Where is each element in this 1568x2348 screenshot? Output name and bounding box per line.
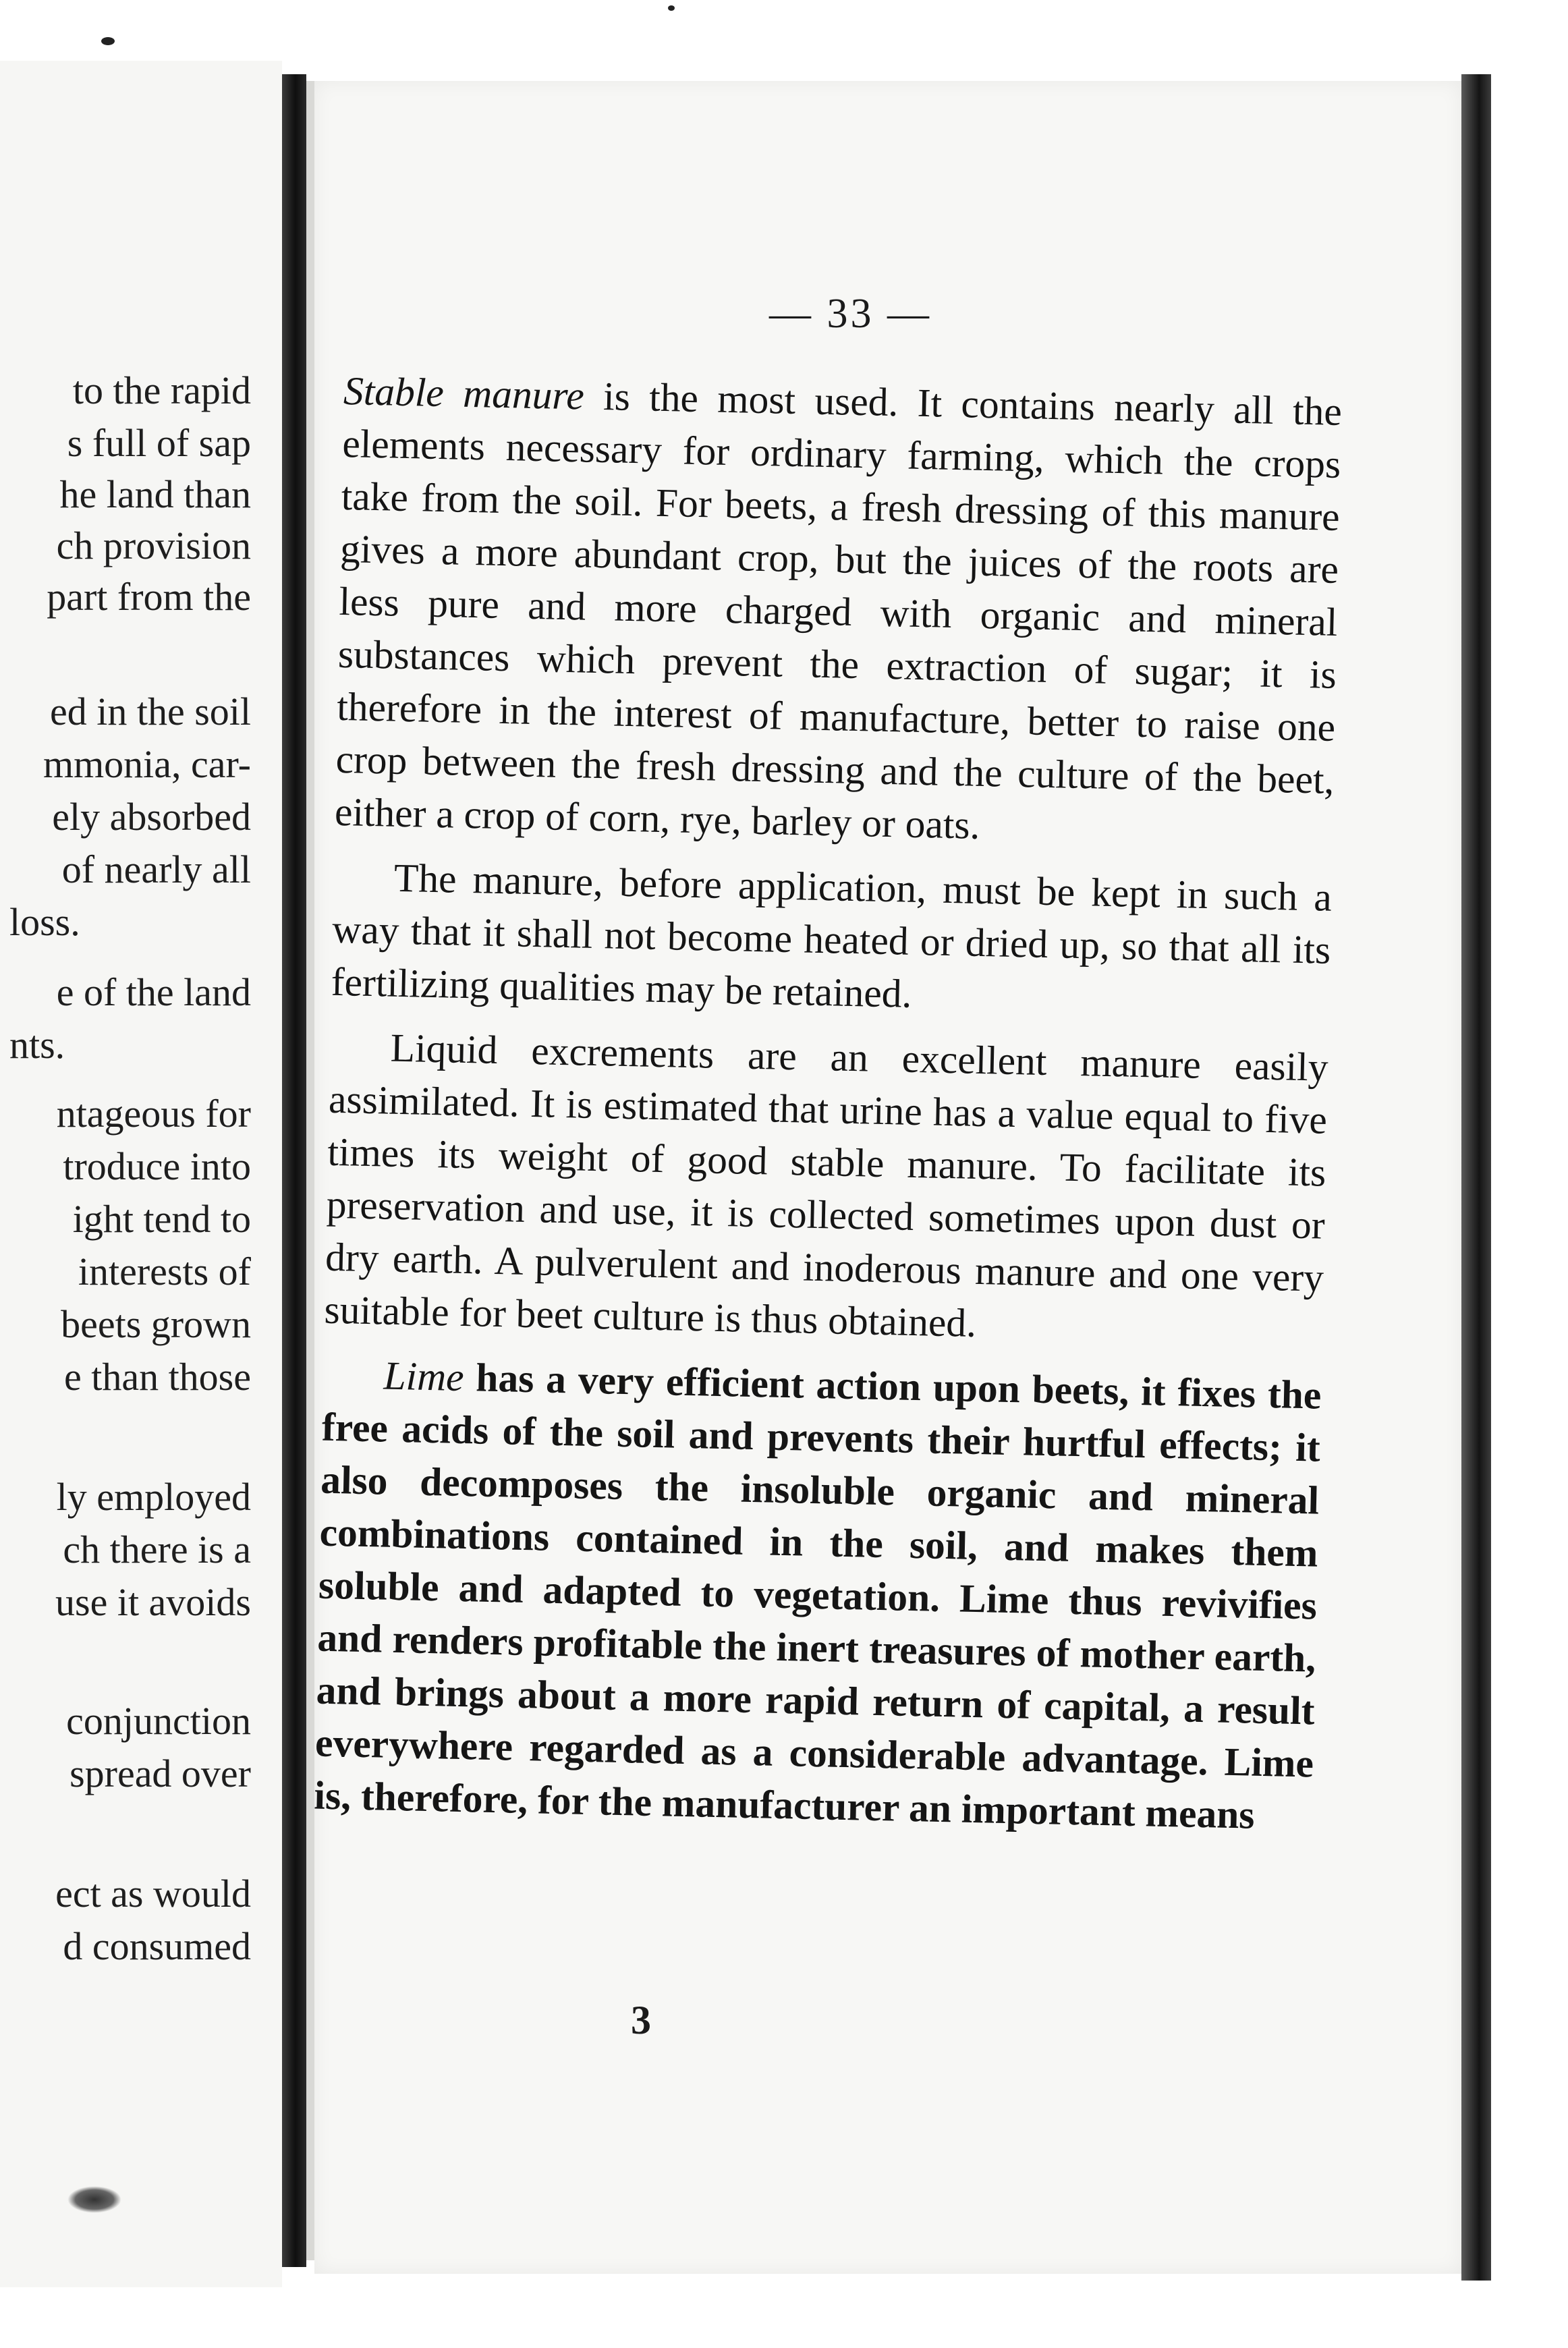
left-line: ed in the soil [49, 690, 251, 733]
left-line: ch provision [56, 524, 251, 567]
footer-signature-number: 3 [631, 1998, 651, 2042]
left-line: ch there is a [63, 1528, 251, 1571]
left-line: spread over [69, 1752, 251, 1795]
left-line: to the rapid [72, 368, 251, 412]
left-line: loss. [9, 900, 80, 944]
left-line: e of the land [56, 970, 251, 1014]
page-number: — 33 — [769, 291, 932, 337]
left-line: interests of [78, 1250, 251, 1293]
paragraph-text: is the most used. It contains nearly all the elements necessary for ordinary farming, which the crops take from the soil. For beets, a fresh dressing of this manure gives a more abundant crop, but the juices of the roots are less pure and more charged with organic and mineral substances which prevent the extraction of sugar; it is therefore in the interest of manufacture, better to raise one crop between the fresh dressing and the culture of the beet, either a crop of corn, rye, barley or oats. [334, 373, 1343, 847]
main-text-block [313, 364, 1342, 1855]
left-line: of nearly all [61, 847, 251, 891]
paragraph-text: Liquid excrements are an excellent manure easily assimilated. It is estimated that urine has a value equal to five times its weight of good stable manure. To facilitate its preservation and use, it is collected sometimes upon dust or dry earth. A pulverulent and inoderous manure and one very suitable for beet culture is thus obtained. [323, 1025, 1329, 1345]
speck [101, 37, 115, 45]
page-edge [1461, 74, 1491, 2281]
left-line: ely absorbed [52, 795, 251, 839]
left-line: ly employed [56, 1475, 251, 1519]
paragraph-lead: Stable manure [343, 368, 585, 418]
left-line: beets grown [61, 1302, 251, 1346]
left-line: part from the [47, 575, 251, 619]
left-line: conjunction [66, 1699, 251, 1743]
speck [668, 5, 675, 11]
left-line: d consumed [63, 1924, 251, 1968]
paragraph-lime [314, 1348, 1322, 1843]
paragraph-stable-manure [334, 364, 1342, 859]
paragraph-manure-storage [331, 850, 1333, 1029]
left-line: ect as would [55, 1872, 251, 1916]
paragraph-liquid-excrements [324, 1020, 1328, 1357]
left-line: he land than [59, 472, 251, 516]
left-line: ntageous for [56, 1092, 251, 1136]
left-page-fragment [0, 61, 282, 2287]
left-line: mmonia, car- [43, 742, 251, 786]
left-line: ight tend to [72, 1197, 251, 1241]
corner-mark [67, 2186, 121, 2213]
left-line: use it avoids [55, 1580, 251, 1624]
gutter-edge [306, 81, 314, 2260]
book-gutter [282, 74, 306, 2267]
paragraph-lead: Lime [383, 1353, 465, 1400]
left-line: troduce into [63, 1144, 251, 1188]
paragraph-text: has a very efficient action upon beets, it fixes the free acids of the soil and prevents their hurtful effects; it also decomposes the insoluble organic and mineral combinations contained in the soil, and makes them soluble and adapted to vegetation. Lime thus revivifies and renders profitable the inert treasures of mother earth, and brings about a more rapid return of capital, a result everywhere regarded as a considerable advantage. Lime is, therefore, for the manufacturer an important means [313, 1355, 1322, 1837]
left-line: s full of sap [67, 421, 251, 465]
left-line: e than those [63, 1355, 251, 1399]
paragraph-text: The manure, before application, must be kept in such a way that it shall not become heated or dried up, so that all its fertilizing qualities may be retained. [331, 855, 1333, 1016]
left-line: nts. [9, 1023, 65, 1067]
